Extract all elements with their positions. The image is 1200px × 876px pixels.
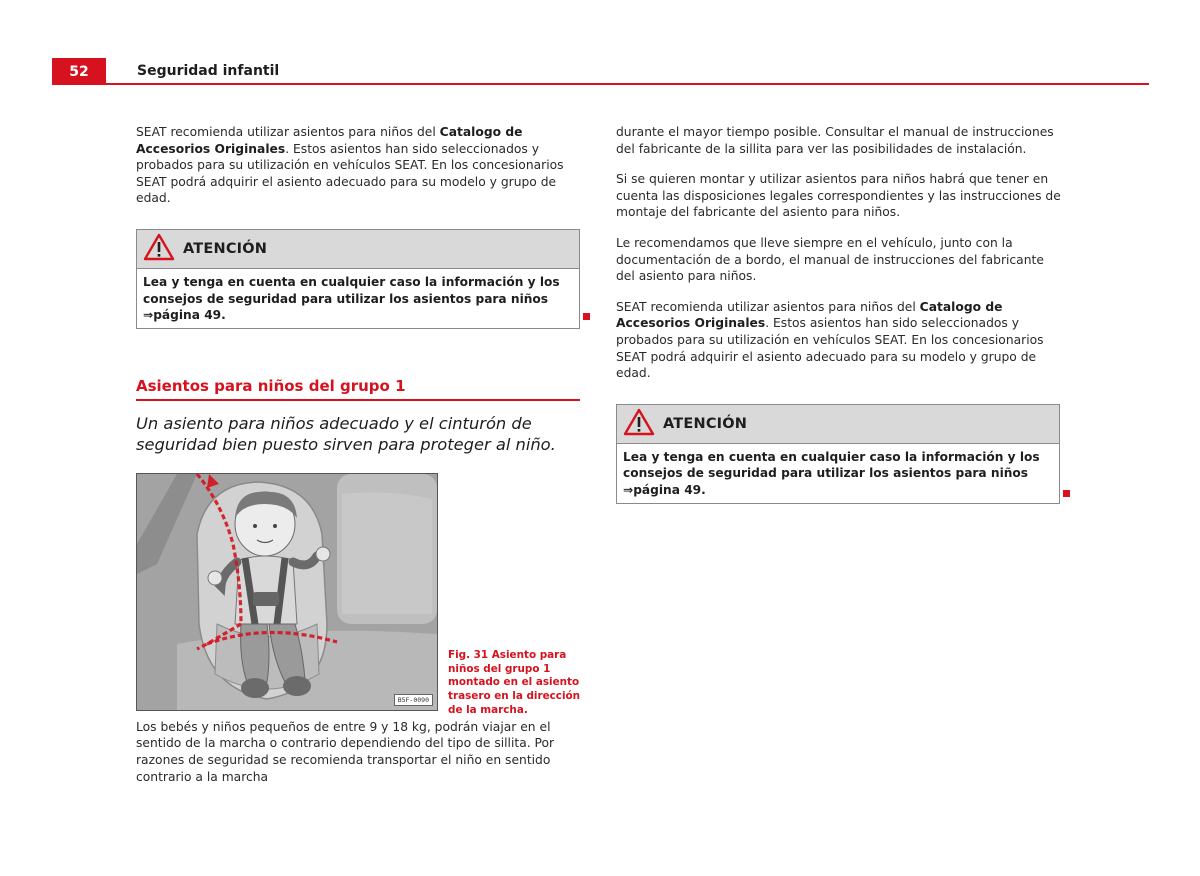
lead-text: Un asiento para niños adecuado y el cinturón de seguridad bien puesto sirven para proteger al niño. [136,413,556,454]
header-rule [106,83,1149,85]
subsection-heading: Asientos para niños del grupo 1 [136,377,580,401]
warning-box [136,229,580,329]
legal-paragraph: Si se quieren montar y utilizar asientos para niños habrá que tener en cuenta las disposiciones legales correspondientes y las instrucciones de montaje del fabricante del asiento para niños. [616,172,1061,220]
warning-header [137,230,579,269]
end-of-section-marker [583,313,590,320]
intro-paragraph: SEAT recomienda utilizar asientos para niños del Catalogo de Accesorios Originales. Estos asientos han sido seleccionados y probados para su utilización en vehículos SEAT. En los concesionarios SEAT podrá adquirir el asiento adecuado para su modelo y grupo de edad. [136,125,564,206]
figure-child-seat [136,473,438,711]
figure-code-label: B5F-0090 [394,694,433,706]
figure-row [136,473,582,716]
end-of-section-marker [1063,490,1070,497]
section-title: Seguridad infantil [137,63,280,79]
warning-text: Lea y tenga en cuenta en cualquier caso la información y los consejos de seguridad para utilizar los asientos para niños ⇒página 49. [143,274,560,323]
warning-text-right: Lea y tenga en cuenta en cualquier caso la información y los consejos de seguridad para utilizar los asientos para niños ⇒página 49. [623,449,1040,497]
warning-header-right [617,405,1059,444]
catalog-emphasis-right: Catalogo de Accesorios Originales [616,299,1003,331]
warning-title-right: ATENCIÓN [663,415,748,432]
warning-title: ATENCIÓN [183,240,268,257]
continuation-paragraph: durante el mayor tiempo posible. Consultar el manual de instrucciones del fabricante de la sillita para ver las posibilidades de instalación. [616,125,1054,156]
right-column [616,124,1062,504]
page-number: 52 [52,58,106,85]
catalog-paragraph: SEAT recomienda utilizar asientos para niños del Catalogo de Accesorios Originales. Estos asientos han sido seleccionados y probados para su utilización en vehículos SEAT. En los concesionarios SEAT podrá adquirir el asiento adecuado para su modelo y grupo de edad. [616,299,1044,381]
documentation-paragraph: Le recomendamos que lleve siempre en el vehículo, junto con la documentación de a bordo, el manual de instrucciones del fabricante del asiento para niños. [616,235,1044,284]
catalog-emphasis: Catalogo de Accesorios Originales [136,125,523,156]
weight-paragraph: Los bebés y niños pequeños de entre 9 y 18 kg, podrán viajar en el sentido de la marcha o contrario dependiendo del tipo de sillita. Por razones de seguridad se recomienda transportar el niño en sentido contrario a la marcha [136,719,555,784]
warning-triangle-icon [143,233,175,265]
left-column [136,124,582,799]
warning-triangle-icon [623,408,655,440]
warning-box-right [616,404,1060,504]
child-seat-illustration [137,474,437,710]
figure-caption: Fig. 31 Asiento para niños del grupo 1 montado en el asiento trasero en la dirección de la marcha. [448,648,581,716]
